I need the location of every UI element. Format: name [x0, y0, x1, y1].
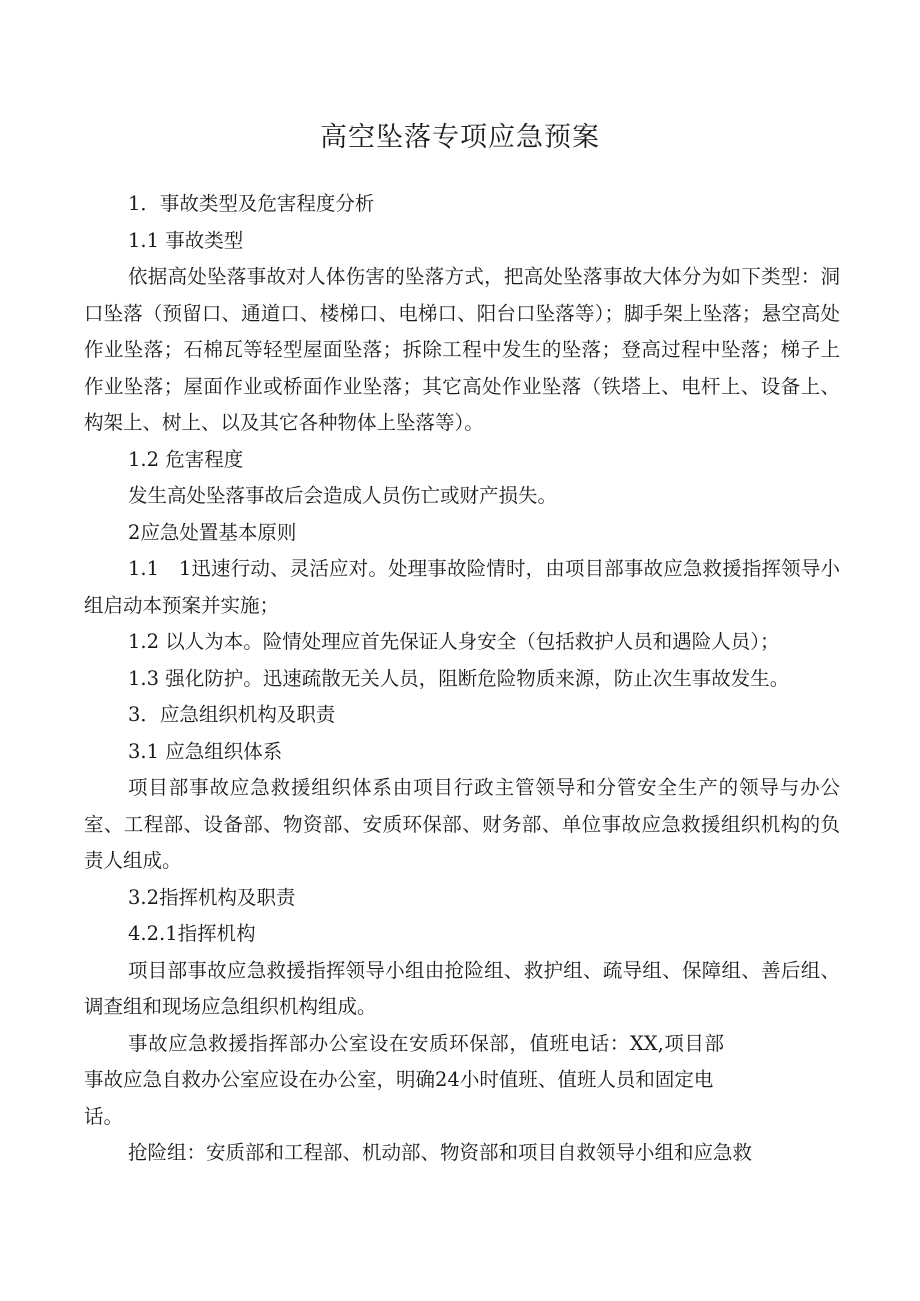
- body-paragraph: 项目部事故应急救援组织体系由项目行政主管领导和分管安全生产的领导与办公室、工程部、设备部、物资部、安质环保部、财务部、单位事故应急救援组织机构的负责人组成。: [84, 776, 840, 872]
- section-heading: 2应急处置基本原则: [128, 520, 297, 544]
- body-paragraph: 抢险组：安质部和工程部、机动部、物资部和项目自救领导小组和应急救: [128, 1141, 753, 1164]
- subsection-heading: 3.2指挥机构及职责: [128, 885, 296, 909]
- body-paragraph: 1.1 1迅速行动、灵活应对。处理事故险情时，由项目部事故应急救援指挥领导小组启动本预案并实施；: [84, 557, 840, 617]
- section-heading: 1．事故类型及危害程度分析: [128, 192, 375, 215]
- section-heading: 3．应急组织机构及职责: [128, 703, 336, 726]
- body-paragraph-continuation: 话。: [84, 1104, 124, 1128]
- subsection-heading: 1.1 事故类型: [128, 228, 244, 252]
- document-body: [84, 186, 840, 1172]
- body-paragraph: 发生高处坠落事故后会造成人员伤亡或财产损失。: [128, 484, 558, 507]
- body-paragraph: 1.3 强化防护。迅速疏散无关人员，阻断危险物质来源，防止次生事故发生。: [128, 666, 790, 690]
- subsection-heading: 1.2 危害程度: [128, 447, 244, 471]
- subsection-heading: 4.2.1指挥机构: [128, 922, 256, 945]
- body-paragraph: 依据高处坠落事故对人体伤害的坠落方式，把高处坠落事故大体分为如下类型：洞口坠落（预留口、通道口、楼梯口、电梯口、阳台口坠落等）；脚手架上坠落；悬空高处作业坠落；石棉瓦等轻型屋面坠落；拆除工程中发生的坠落；登高过程中坠落；梯子上作业坠落；屋面作业或桥面作业坠落；其它高处作业坠落（铁塔上、电杆上、设备上、构架上、树上、以及其它各种物体上坠落等）。: [84, 265, 840, 434]
- body-paragraph: 1.2 以人为本。险情处理应首先保证人身安全（包括救护人员和遇险人员）；: [128, 630, 780, 653]
- body-paragraph: 项目部事故应急救援指挥领导小组由抢险组、救护组、疏导组、保障组、善后组、调查组和现场应急组织机构组成。: [84, 958, 840, 1018]
- body-paragraph: 事故应急救援指挥部办公室设在安质环保部，值班电话：XX,项目部事故应急自救办公室应设在办公室，明确24小时值班、值班人员和固定电: [84, 1031, 724, 1091]
- subsection-heading: 3.1 应急组织体系: [128, 739, 283, 763]
- document-title: 高空坠落专项应急预案: [320, 122, 600, 153]
